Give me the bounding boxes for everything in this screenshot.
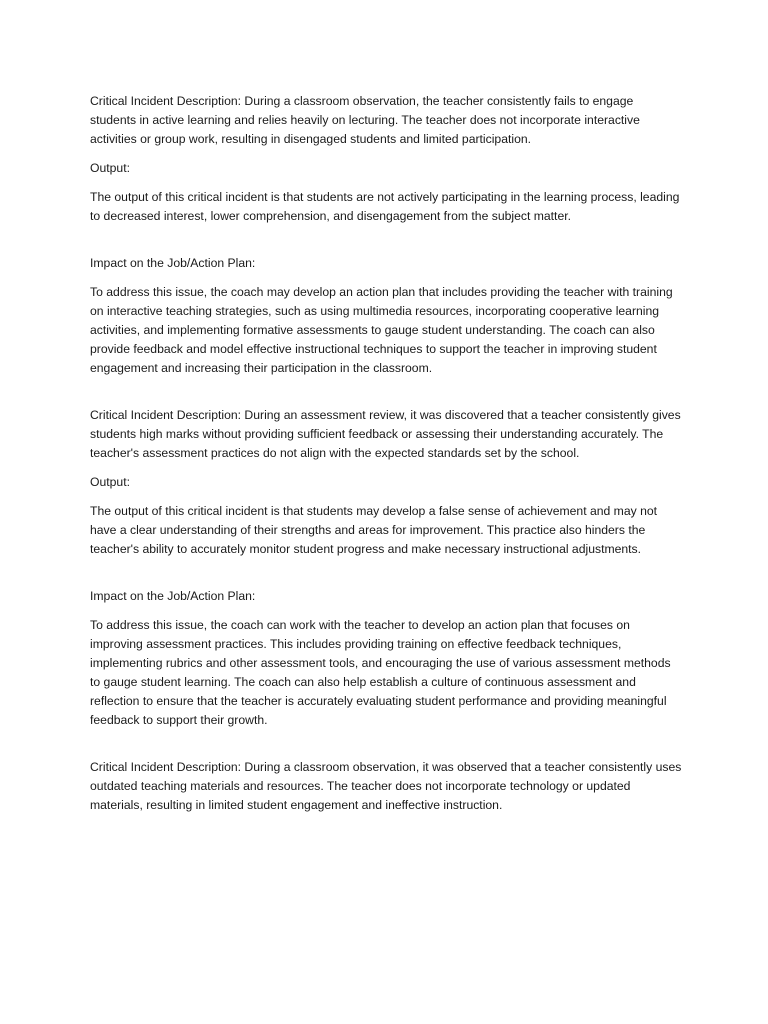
- incident-1-description: Critical Incident Description: During a classroom observation, the teacher consistently fails to engage students in active learning and relies heavily on lecturing. The teacher does not incorporate interactive activities or group work, resulting in disengaged students and limited participation.: [90, 94, 640, 146]
- incident-1-output-label: Output:: [90, 161, 130, 175]
- incident-2-output-label: Output:: [90, 475, 130, 489]
- incident-2-impact-label: Impact on the Job/Action Plan:: [90, 589, 256, 603]
- document-body: [90, 92, 682, 825]
- incident-2-output-text: The output of this critical incident is that students may develop a false sense of achievement and may not have a clear understanding of their strengths and areas for improvement. This practice also hinders the teacher's ability to accurately monitor student progress and make necessary instructional adjustments.: [90, 504, 658, 556]
- incident-1-impact-label: Impact on the Job/Action Plan:: [90, 256, 256, 270]
- incident-2-description: Critical Incident Description: During an assessment review, it was discovered that a teacher consistently gives students high marks without providing sufficient feedback or assessing their understanding accurately. The teacher's assessment practices do not align with the expected standards set by the school.: [90, 408, 681, 460]
- incident-3-description: Critical Incident Description: During a classroom observation, it was observed that a teacher consistently uses outdated teaching materials and resources. The teacher does not incorporate technology or updated materials, resulting in limited student engagement and ineffective instruction.: [90, 760, 682, 812]
- incident-1-output-text: The output of this critical incident is that students are not actively participating in the learning process, leading to decreased interest, lower comprehension, and disengagement from the subject matter.: [90, 190, 680, 223]
- incident-2-impact-text: To address this issue, the coach can work with the teacher to develop an action plan that focuses on improving assessment practices. This includes providing training on effective feedback techniques, implementing rubrics and other assessment tools, and encouraging the use of various assessment methods to gauge student learning. The coach can also help establish a culture of continuous assessment and reflection to ensure that the teacher is accurately evaluating student performance and providing meaningful feedback to support their growth.: [90, 618, 671, 727]
- incident-1-impact-text: To address this issue, the coach may develop an action plan that includes providing the teacher with training on interactive teaching strategies, such as using multimedia resources, incorporating cooperative learning activities, and implementing formative assessments to gauge student understanding. The coach can also provide feedback and model effective instructional techniques to support the teacher in improving student engagement and increasing their participation in the classroom.: [90, 285, 673, 375]
